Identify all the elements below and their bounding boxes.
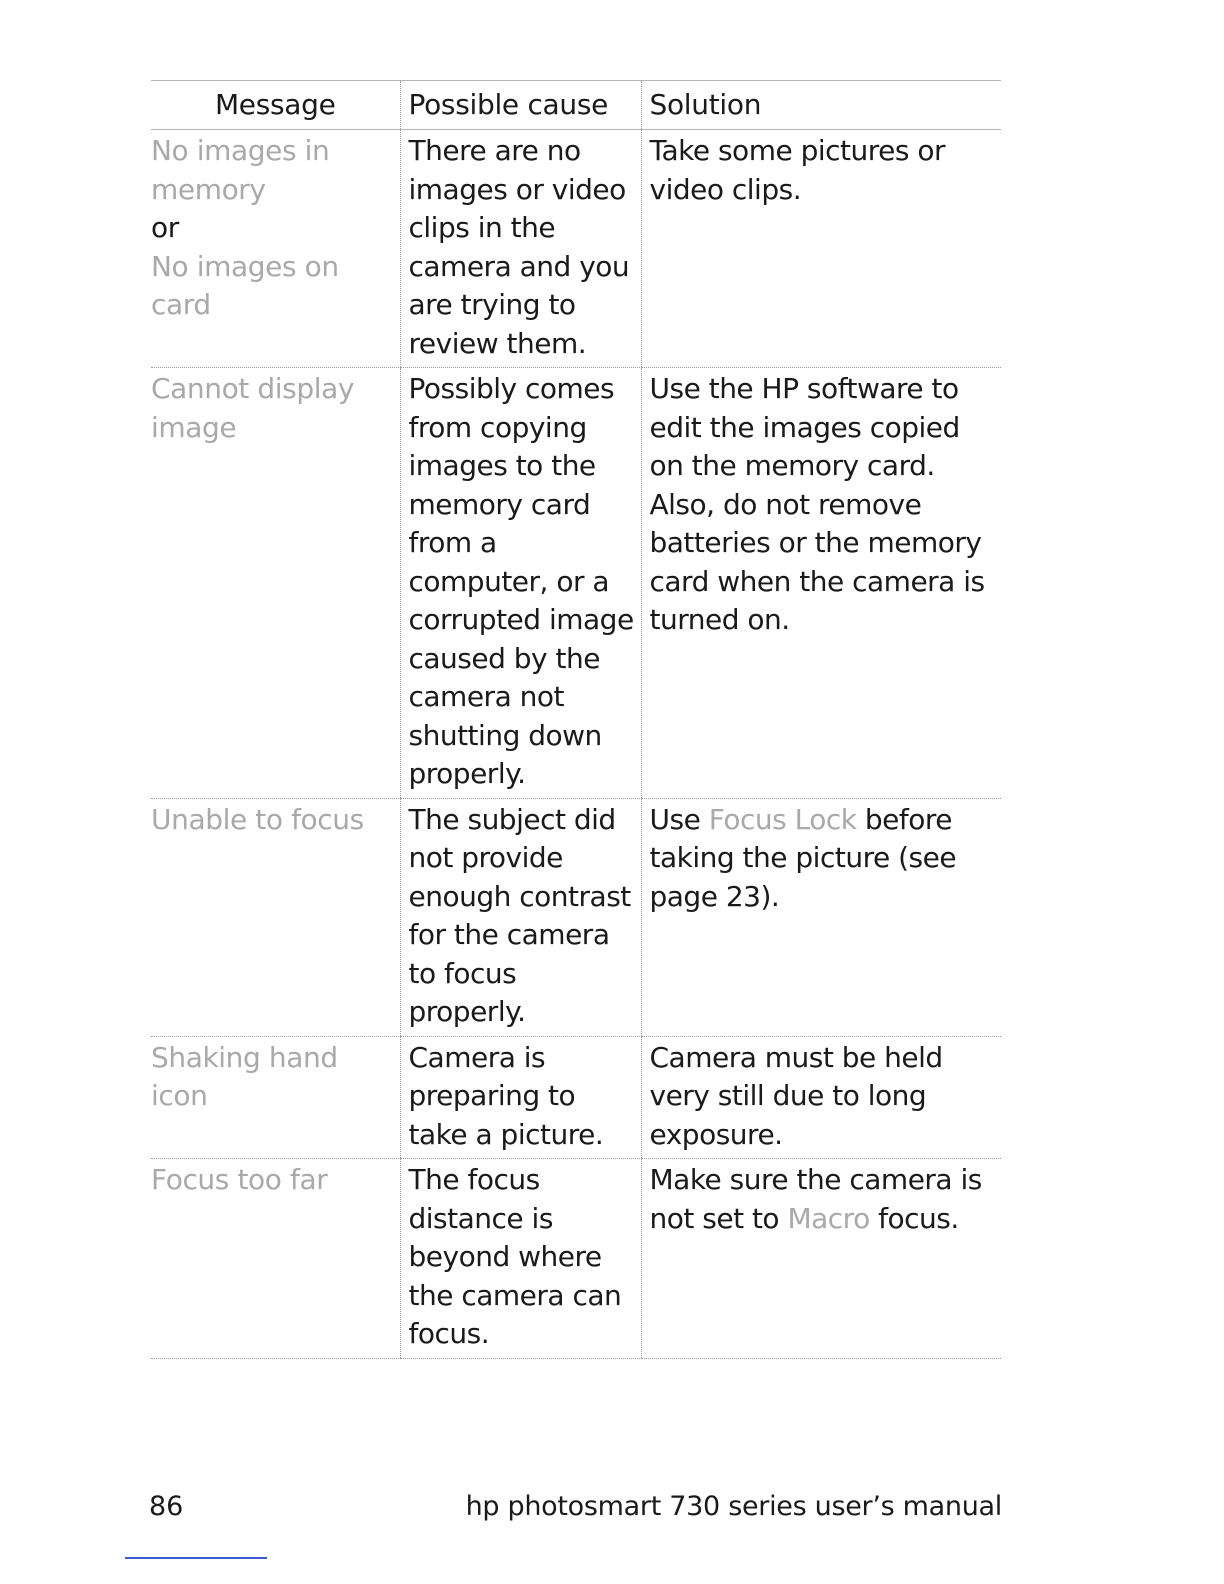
message-cell	[151, 1159, 400, 1359]
solution-text: Make sure the camera is not set to	[649, 1163, 982, 1235]
message-or-text: or	[151, 211, 179, 244]
cause-cell: Possibly comes from copying images to the memory card from a computer, or a corrupted image caused by the camera not shutting down properly.	[400, 368, 641, 799]
message-text: Focus too far	[151, 1163, 328, 1196]
table-row	[151, 130, 1001, 368]
message-cell	[151, 130, 400, 368]
message-text: Unable to focus	[151, 802, 364, 836]
column-header-solution: Solution	[641, 81, 1001, 130]
message-text: image	[151, 410, 237, 444]
page-number: 86	[149, 1491, 184, 1522]
solution-cell: Camera must be held very still due to long exposure.	[641, 1036, 1001, 1159]
message-text: memory	[151, 172, 266, 206]
message-text: Shaking hand	[151, 1040, 338, 1074]
message-text: No images in	[151, 134, 330, 167]
table-row	[151, 798, 1001, 1036]
troubleshooting-table	[151, 80, 1001, 1359]
focus-lock-term: Focus Lock	[708, 802, 857, 836]
cause-cell: Camera is preparing to take a picture.	[400, 1036, 641, 1159]
macro-term: Macro	[787, 1201, 870, 1235]
message-text: card	[151, 288, 211, 321]
solution-cell	[641, 1159, 1001, 1359]
manual-title: hp photosmart 730 series user’s manual	[465, 1491, 1002, 1522]
solution-cell: Use the HP software to edit the images copied on the memory card. Also, do not remove batteries or the memory card when the camera is turned on.	[641, 368, 1001, 799]
solution-text: Use	[649, 802, 709, 836]
column-header-possible-cause: Possible cause	[400, 81, 641, 130]
solution-text: before taking the picture (see page 23).	[649, 802, 957, 913]
solution-cell	[641, 798, 1001, 1036]
table-row	[151, 1159, 1001, 1359]
cause-cell: The focus distance is beyond where the camera can focus.	[400, 1159, 641, 1359]
message-text: icon	[151, 1079, 208, 1112]
solution-text: focus.	[869, 1201, 959, 1235]
column-header-message: Message	[151, 81, 400, 130]
message-text: No images on	[151, 249, 339, 283]
table-header-row	[151, 81, 1001, 130]
message-cell	[151, 368, 400, 799]
solution-cell: Take some pictures or video clips.	[641, 130, 1001, 368]
message-cell	[151, 1036, 400, 1159]
footer-rule	[125, 1557, 267, 1559]
table-row	[151, 368, 1001, 799]
message-text: Cannot display	[151, 372, 355, 405]
cause-cell: The subject did not provide enough contrast for the camera to focus properly.	[400, 798, 641, 1036]
cause-cell: There are no images or video clips in the camera and you are trying to review them.	[400, 130, 641, 368]
table-row	[151, 1036, 1001, 1159]
message-cell	[151, 798, 400, 1036]
